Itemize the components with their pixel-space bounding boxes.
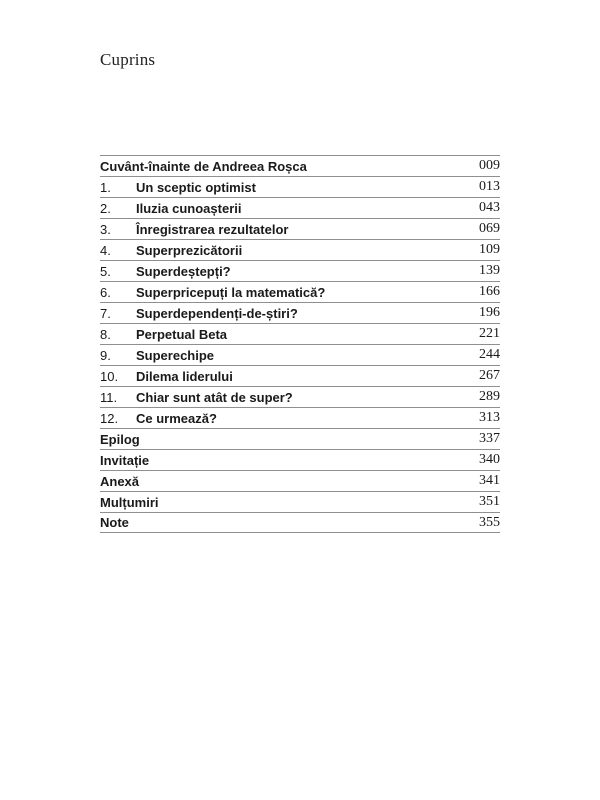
page-number: 267: [479, 368, 500, 383]
chapter-title: Perpetual Beta: [136, 326, 228, 342]
page-number: 351: [479, 494, 500, 509]
chapter-title: Ce urmează?: [136, 410, 217, 426]
toc-entry: [100, 176, 500, 197]
chapter-number: 2.: [100, 200, 111, 216]
toc-entry: [100, 323, 500, 344]
chapter-title: Anexă: [100, 473, 140, 489]
toc-entry: [100, 407, 500, 428]
page-number: 013: [479, 179, 500, 194]
toc-entry: [100, 218, 500, 239]
chapter-title: Iluzia cunoașterii: [136, 200, 242, 216]
page-number: 139: [479, 263, 500, 278]
chapter-number: 10.: [100, 368, 119, 384]
chapter-title: Un sceptic optimist: [136, 179, 256, 195]
chapter-number: 1.: [100, 179, 111, 195]
page-number: 196: [479, 305, 500, 320]
page-number: 221: [479, 326, 500, 341]
chapter-number: 11.: [100, 389, 118, 405]
chapter-title: Superprezicătorii: [136, 242, 243, 258]
toc-entry: [100, 365, 500, 386]
toc-entry: [100, 428, 500, 449]
chapter-title: Invitație: [100, 452, 150, 468]
chapter-number: 5.: [100, 263, 111, 279]
toc-entry: [100, 491, 500, 512]
chapter-number: 4.: [100, 242, 111, 258]
toc-entry: [100, 386, 500, 407]
toc-entry: [100, 470, 500, 491]
toc-entry: [100, 197, 500, 218]
page-number: 289: [479, 389, 500, 404]
toc-entry: [100, 239, 500, 260]
chapter-number: 8.: [100, 326, 111, 342]
toc-entry: [100, 302, 500, 323]
chapter-number: 6.: [100, 284, 111, 300]
page-number: 355: [479, 514, 500, 530]
toc-entry: [100, 260, 500, 281]
chapter-title: Înregistrarea rezultatelor: [136, 221, 289, 237]
chapter-title: Note: [100, 515, 129, 530]
chapter-title: Superdeștepți?: [136, 263, 231, 279]
page-number: 043: [479, 200, 500, 215]
page-number: 009: [479, 158, 500, 173]
page-number: 166: [479, 284, 500, 299]
chapter-title: Epilog: [100, 431, 140, 447]
chapter-title: Superdependenți-de-știri?: [136, 305, 298, 321]
chapter-title: Chiar sunt atât de super?: [136, 389, 293, 405]
chapter-title: Superechipe: [136, 347, 215, 363]
page-title: Cuprins: [100, 50, 156, 69]
chapter-number: 3.: [100, 221, 111, 237]
page-number: 244: [479, 347, 500, 362]
chapter-title: Cuvânt-înainte de Andreea Roșca: [100, 158, 307, 174]
chapter-number: 12.: [100, 410, 119, 426]
page-number: 069: [479, 221, 500, 236]
page-number: 341: [479, 473, 500, 488]
page-number: 313: [479, 410, 500, 425]
chapter-number: 7.: [100, 305, 111, 321]
toc-entry: [100, 155, 500, 176]
toc-entry: [100, 281, 500, 302]
table-of-contents: [100, 155, 500, 533]
toc-entry: [100, 512, 500, 533]
toc-entry: [100, 344, 500, 365]
chapter-title: Superpricepuți la matematică?: [136, 284, 326, 300]
toc-entry: [100, 449, 500, 470]
chapter-title: Dilema liderului: [136, 368, 233, 384]
page-number: 337: [479, 431, 500, 446]
chapter-title: Mulțumiri: [100, 494, 159, 510]
page-number: 109: [479, 242, 500, 257]
page-number: 340: [479, 452, 500, 467]
chapter-number: 9.: [100, 347, 111, 363]
